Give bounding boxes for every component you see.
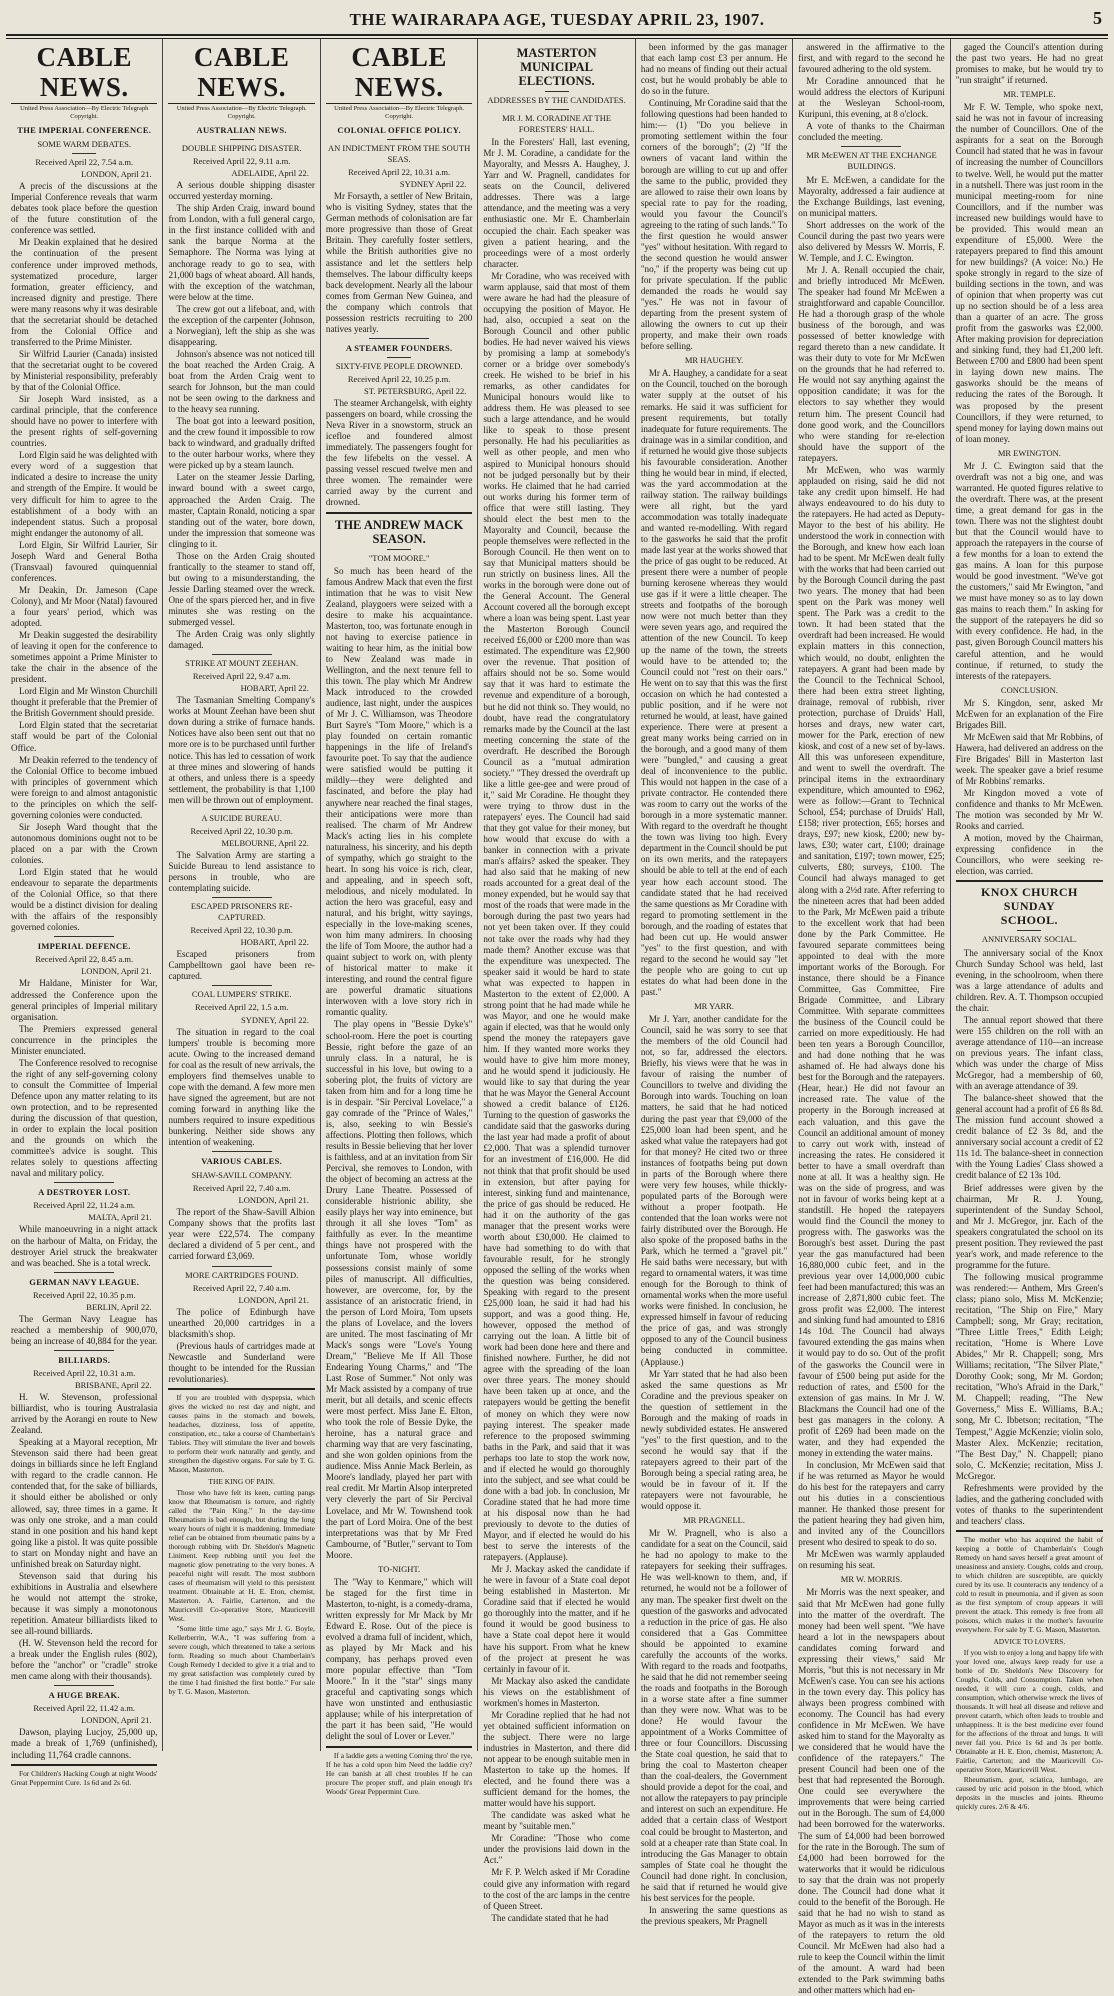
paragraph: The ship Arden Craig, inward bound from London, with a full general cargo, in the first instance collided with and sank the barque Norma at the Semaphore. The Norma was lying at anchorage ready to go to sea, with 21,000 bags of wheat aboard. All hands, with the exception of the watchman, were below at the time. bbox=[168, 203, 315, 302]
elections-heading: MASTERTON MUNICIPAL ELECTIONS. bbox=[516, 46, 597, 88]
paragraph: Mr S. Kingdon, senr, asked Mr McEwen for an explanation of the Fire Brigades Bill. bbox=[955, 697, 1104, 730]
paragraph: Sir Wilfrid Laurier (Canada) insisted that the secretariat ought to be covered by Ministerial responsibility, preferably by that of the Colonial Office. bbox=[11, 348, 158, 393]
paragraph: Dawson, playing Lucjoy, 25,000 up, made a break of 1,769 (unfinished), including 11,764 cradle cannons. bbox=[11, 1727, 158, 1760]
dateline: LONDON, April 21. bbox=[238, 1195, 309, 1206]
article-body bbox=[168, 1207, 314, 1262]
dateline: ADELAIDE, April 22. bbox=[231, 168, 309, 179]
dateline: SYDNEY April 22. bbox=[399, 179, 467, 190]
paragraph: Mr McEwen, who was warmly applauded on rising, said he did not take any credit upon himself. He had always endeavoured to do his duty to the ratepayers. He had acted as Deputy-Mayor to the best of his ability. He understood the work in connection with the Borough, and knew how each loan had to be spent. Mr McEwen dealt fully with the works that had been carried out by the Borough Council during the past two years. The money that had been spent on the Park was money well spent. The Park was a credit to the town. It had been stated that the overdraft had been increased. He would explain matters in this connection, which would, no doubt, enlighten the ratepayers. A grant had been made by the Council to the Technical School, there had been extra street lighting, drainage, removal of rubbish, river protection, purchase of Druids' Hall, horses and drays, new water cart, mower for the Park, erection of new kiosk, and cost of a new set of by-laws. All this was unforeseen expenditure, and went to swell the overdraft. The principal items in the extraordinary expenditure, which amounted to £962, were as follow:—Grant to Technical School, £54; purchase of Druids' Hall, £158; river protection, £65; horses and drays, £97; new kiosk, £200; new by-laws, £30; water cart, £100; drainage and sanitation, £197; town mower, £25; culverts, £80; surveys, £100. The Council had always managed to get along with a 2½d rate. After referring to the nineteen acres that had been added to the Park, Mr McEwen paid a tribute to the excellent work that had been done by the Park Committee. He favoured separate committees being appointed to deal with the more important works of the Borough. For instance, there should be a Finance Committee, Gas Committee, Fire Brigade Committee, and Library Committee. With separate committees the business of the Council could be carried on more expeditiously. He had been ten years a Borough Councillor, and had done nothing that he was ashamed of. He had always done his best for the Borough and the ratepayers. (Hear, hear.) He did not favour an increased rate. The value of the property in the Borough increased at each valuation, and this gave the Council an additional amount of money to carry out work with, instead of increasing the rates. He considered it better to have a small overdraft than none at all. It was a healthy sign. He was on the side of progress, and was not in favour of works being kept at a standstill. He hoped the ratepayers would find the Council the money to progress with. The gasworks was the Borough's best asset. During the past year the gas manufactured had been 16,880,000 cubic feet, and in the previous year over 14,000,000 cubic feet had been manufactured; this was an increase of 2,871,800 cubic feet. The gross profit was £2,000. The interest and sinking fund had amounted to £816 14s 10d. The Council had always favoured extending the gas mains when it would pay to do so. Out of the profit of the gasworks the Council were in favour of £500 being put aside for the reduction of rates, and £500 for the extension of gas mains. In Mr J. W. Blackmans the Council had one of the best gas managers in the colony. A profit of £269 had been made on the water, and they had expended the money in extending the water mains. bbox=[798, 464, 945, 1458]
paragraph: So much has been heard of the famous Andrew Mack that even the first intimation that he was to visit New Zealand, playgoers were seized with a desire to make his acquaintance. Masterton, too, was fortunate enough in not having to exercise patience in waiting to hear him, as the initial bow to New Zealand was made in Wellington, and the next tenure fell to this town. The play which Mr Andrew Mack introduced to the crowded audience, last night, under the auspices of Mr J. C. Williamson, was Theodore Burt Sayre's "Tom Moore," which is a play founded on certain romantic happenings in the life of Ireland's favourite poet. To say that the audience were satisfied would be putting it mildly—they were delighted and fascinated, and before the play had anywhere near reached the final stages, their anticipations were more than realised. The charm of Mr Andrew Mack's acting lies in his complete naturalness, his sincerity, and his depth of sympathy, which go straight to the heart. In song his voice is rich, clear, and appealing, and in speech soft, melodious, and nicely modulated. In action the hero was graceful, easy and natural, and his bright, witty sayings, especially in the love-making scenes, won him many admirers. In choosing the life of Tom Moore, the author had a quaint subject to work on, with plenty of historical matter to make it interesting, and round the central figure are powerful dramatic situations interwoven with a love story rich in romantic quality. bbox=[325, 565, 473, 1018]
paragraph: been informed by the gas manager that each lamp cost £3 per annum. He had no means of finding out their actual cost, but he would probably be able to do so in the future. bbox=[640, 42, 788, 97]
paragraph: Escaped prisoners from Campbelltown gaol have been re-captured. bbox=[168, 949, 315, 982]
paragraph: The balance-sheet showed that the general account had a profit of £6 8s 8d. The mission fund account showed a credit balance of £2 3s 8d, and the anniversary social account a credit of £2 11s 1d. The balance-sheet in connection with the Young Ladies' Class showed a credit balance of £2 13s 10d. bbox=[955, 1093, 1104, 1181]
paragraph: Mr Coradine replied that he had not yet obtained sufficient information on the subject. There were no large industries in Masterton, and there did not appear to be enough suitable men in Masterton to take up the homes. If elected, and he found there was a sufficient demand for the homes, the matter would have his support. bbox=[483, 1709, 630, 1809]
received-line: Received April 22, 10.31 a.m. bbox=[348, 167, 451, 178]
paragraph: Johnson's absence was not noticed till the boat reached the Arden Craig. A boat from the Arden Craig went to search for Johnson, but the man could not be seen owing to the darkness and to the heavy sea running. bbox=[168, 348, 315, 415]
press-credit: United Press Association—By Electric Telegraph Copyright. bbox=[20, 105, 149, 120]
article-title: A HUGE BREAK. bbox=[48, 1690, 120, 1701]
article-title: A DESTROYER LOST. bbox=[38, 1187, 131, 1198]
article-body bbox=[11, 1392, 157, 1682]
advertisement-title: ADVICE TO LOVERS. bbox=[993, 1636, 1066, 1646]
dateline: LONDON, April 21. bbox=[81, 169, 152, 180]
received-line: Received April 22, 7.40 a.m. bbox=[192, 1282, 291, 1293]
article-body bbox=[326, 191, 472, 335]
paragraph: In conclusion, Mr McEwen said that if he was returned as Mayor he would do his best for the ratepayers and carry out his duties in a conscientious manner. He thanked those present for the patient hearing they had given him, and invited any of the Councillors present who desired to speak to do so. bbox=[798, 1459, 945, 1548]
paragraph: The German Navy League has reached a membership of 900,070, being an increase of 40,884 for the year. bbox=[11, 1313, 158, 1346]
paragraph: Mr Kingdon moved a vote of confidence and thanks to Mr McEwen. The motion was seconded by Mr W. Rooks and carried. bbox=[955, 788, 1104, 832]
paragraph: Speaking at a Mayoral reception, Mr Stevenson said there had been great doings in billiards since he left England with regard to the cradle cannon. He contended that, for the sake of billiards, it should either be abolished or only allowed, say, three times in a game. It was only one stroke, and a man could stand in one position and his hand kept going like a pistol. It was quite possible to start on Monday night and have an unfinished break on Saturday night. bbox=[11, 1437, 158, 1569]
article-body bbox=[168, 180, 314, 651]
received-line: Received April 22, 10.25 p.m. bbox=[347, 373, 451, 384]
paragraph: Mr Haldane, Minister for War, addressed the Conference upon the general principles of Imperial military organisation. bbox=[11, 978, 158, 1022]
article-body bbox=[956, 42, 1103, 86]
paragraph: The crew got out a lifeboat, and, with the exception of the carpenter (Johnson, a Norwegian), left the ship as she was disappearing. bbox=[168, 303, 315, 347]
article-subheading: MR PRAGNELL. bbox=[683, 1515, 745, 1526]
article-kicker: "TOM MOORE." bbox=[368, 552, 430, 563]
press-credit: United Press Association—By Electric Telegraph. Copyright. bbox=[176, 105, 307, 120]
received-line: Received April 22, 11.24 a.m. bbox=[33, 1200, 136, 1211]
paragraph: Mr Yarr stated that he had also been asked the same questions as Mr Coradine and the previous speaker on the question of settlement in the Borough and the making of roads in newly subdivided estates. He answered "yes" to the first question, and to the second he would say that if the ratepayers agreed to their part of the Borough being a special rating area, he would be in favour of it. If the ratepayers were not favourable, he would oppose it. bbox=[640, 1368, 788, 1512]
paragraph: The "Way to Kenmare," which will be staged for the first time in Masterton, to-night, is a comedy-drama, written expressly for Mr Mack by Mr Edward E. Rose. Out of the piece is evolved a drama full of incident, which, as played by Mr Mack and his company, has perhaps proved even more popular effective than "Tom Moore." In it the "star" sings many graceful and captivating songs which have won unstinted and enthusiastic applause; while of his interpretation of the part it has been said, "He would delight the soul of Lover or Lever." bbox=[325, 1576, 473, 1742]
masthead bbox=[6, 6, 1108, 36]
advertisement: For Children's Hacking Cough at night Woods' Great Peppermint Cure. 1s 6d and 2s 6d. bbox=[11, 1768, 158, 1787]
paragraph: Later on the steamer Jessie Darling, inward bound with a sweet cargo, approached the Arden Craig. The master, Captain Ronald, noticing a spar standing out of the water, bore down, under the impression that someone was clinging to it. bbox=[168, 472, 315, 549]
paragraph: Continuing, Mr Coradine said that the following questions had been handed to him:— (1) "Do you believe in promoting settlement within the four corners of the borough"; (2) "If the owners of vacant land within the borough are willing to cut up and offer the same to the public, provided they are allowed to raise their own loans by special rate to pay for the roading, would you favour the Council's agreeing to the rating of such lands." To the first question he would answer "yes" without hesitation. With regard to the second question he would answer "no," if the property was being cut up for private speculation. If the public demanded the roads he would say "yes." He was not in favour of departing from the present system of allowing the owners to cut up their property, and make their own roads before selling. bbox=[640, 98, 788, 352]
article-title: A STEAMER FOUNDERS. bbox=[345, 342, 453, 353]
column-6 bbox=[793, 39, 950, 1996]
dateline: LONDON, April 21. bbox=[238, 1294, 309, 1305]
article-subheading: MR YARR. bbox=[694, 1001, 734, 1012]
article-title: AUSTRALIAN NEWS. bbox=[196, 125, 287, 135]
received-line: Received April 22, 11.42 a.m. bbox=[33, 1703, 136, 1714]
advertisement-title: THE KING OF PAIN. bbox=[208, 1476, 275, 1486]
received-line: Received April 22, 9.11 a.m. bbox=[192, 156, 291, 167]
article-body bbox=[11, 1314, 157, 1347]
article-title: STRIKE AT MOUNT ZEEHAN. bbox=[185, 658, 299, 669]
paragraph: The steamer Archangelsk, with eighty passengers on board, while crossing the Neva River in a snowstorm, struck an icefloe and foundered almost immediately. The passengers fought for the few lifebelts on the vessel. A passing vessel rescued twelve men and three women. The remainder were carried away by the current and drowned. bbox=[325, 398, 473, 508]
paragraph: answered in the affirmative to the first, and with regard to the second he favoured adhering to the old system. bbox=[798, 42, 945, 75]
article-body bbox=[641, 1528, 787, 1927]
paragraph: In answering the same questions as the previous speakers, Mr Pragnell bbox=[640, 1904, 788, 1926]
article-body bbox=[641, 368, 787, 998]
paragraph: Mr McEwen was warmly applauded on resuming his seat. bbox=[798, 1549, 945, 1571]
column-5 bbox=[636, 39, 793, 1926]
paragraph: The play opens in "Bessie Dyke's" school-room. Here the poet is courting Bessie, right before the gaze of an unruly class. In a natural, he is successful in his love, but owing to a sobering plot, the fruits of victory are taken from him and for a long time he is in despair. "Sir Percival Lovelace," a gay comrade of the "Prince of Wales," is, also, seeking to win Bessie's affections. Plotting then follows, which results in Bessie believing that her lover is faithless, and at an invitation from Sir Percival, she removes to London, with the object of becoming an actress at the Drury Lane Theatre. Possessed of considerable histrionic ability, she easily plays her way into eminence, but through it all she loves "Tom" as faithfully as ever. In the meantime things have not prospered with the unfortunate Tom, whose worldly possessions consist mainly of some piles of manuscript. All difficulties, however, are overcome, for, by the assistance of an aristocratic friend, in the person of Lord Moira, Tom upsets the plans of Lovelace, and the lovers are united. The most fascinating of Mr Mack's songs were "Love's Young Dream," "Believe Me If All Those Endearing Young Charms," and "The Last Rose of Summer." Not only was Mr Mack assisted by a company of true merit, but all details, and scenic effects were most perfect. Miss Jane E. Elton, who took the role of Bessie Dyke, the heroine, has a natural grace and charming way that are very fascinating, and she won golden opinions from the audience. Miss Annie Mack Berlein, as Moore's landlady, played her part with real credit. Mr Martin Alsop interpreted very cleverly the part of Sir Percival Lovelace, and Mr W. Townshend took the part of Lord Moira. One of the best interpretations was that by Mr Fred Cambourne, of "Butler," servant to Tom Moore. bbox=[325, 1019, 473, 1560]
knox-heading-line2: SCHOOL. bbox=[1000, 913, 1058, 928]
paragraph: The candidate was asked what he meant by "suitable men." bbox=[483, 1810, 630, 1832]
paragraph: Mr J. Yarr, another candidate for the Council, said he was sorry to see that the members of the old Council had not, so far, addressed the electors. Briefly, his views were that he was in favour of raising the number of Councillors to twelve and dividing the Borough into wards. Touching on loan matters, he said that he had noticed during the past year that £9,000 of the £25,000 loan had been spent, and he asked what value the ratepayers had got for that money? He cited two or three instances of footpaths being put down in parts of the Borough where there were very few houses, while thickly-populated parts of the Borough were without a proper footpath. He contended that the loan works were not fairly distributed over the Borough. He also spoke of the proposed baths in the Park, which he termed a "gravel pit." He said baths were necessary, but with regard to ornamental waters, it was time enough for the Borough to think of ornamental works when the more useful works were finished. In conclusion, he expressed himself in favour of reducing the price of gas, and was strongly opposed to any of the Council business being conducted in committee. (Applause.) bbox=[640, 1014, 788, 1367]
article-subheading: ANNIVERSARY SOCIAL. bbox=[981, 934, 1077, 945]
article-body bbox=[956, 948, 1103, 1527]
paragraph: A motion, moved by the Chairman, expressing confidence in the Councillors, who were seeking re-election, was carried. bbox=[955, 833, 1104, 877]
dateline: SYDNEY, April 22. bbox=[241, 1014, 309, 1025]
paragraph: The situation in regard to the coal lumpers' trouble is becoming more acute. Owing to the increased demand for coal as the result of new arrivals, the employers find themselves unable to cope with the demand. A few more men have signed the agreement, but are not coming forward in anything like the numbers required to insure expeditious bunkering. Neither side shows any intention of weakening. bbox=[168, 1026, 315, 1148]
paragraph: Brief addresses were given by the chairman, Mr R. J. Young, superintendent of the Sunday School, and Mr J. McGregor, jnr. Each of the speakers congratulated the school on its present position. They reviewed the past year's work, and made reference to the programme for the future. bbox=[955, 1182, 1104, 1270]
paragraph: Mr Deakin, Dr. Jameson (Cape Colony), and Mr Moor (Natal) favoured a four years' period, which was adopted. bbox=[11, 584, 158, 629]
paragraph: Mr Mackay also asked the candidate his views on the establishment of workmen's homes in Masterton. bbox=[483, 1675, 630, 1708]
article-body bbox=[641, 42, 787, 352]
paragraph: (Previous hauls of cartridges made at Newcastle and Sunderland were thought to be intended for the Russian revolutionaries). bbox=[168, 1340, 315, 1384]
paragraph: The Premiers expressed general concurrence in the principles the Minister enunciated. bbox=[11, 1023, 158, 1056]
article-body bbox=[11, 1224, 157, 1268]
paragraph: Sir Joseph Ward insisted, as a cardinal principle, that the conference should have no power to interfere with the present rights of self-governing countries. bbox=[11, 394, 158, 449]
paragraph: A precis of the discussions at the Imperial Conference reveals that warm debates took place before the question of the future constitution of the conference was settled. bbox=[11, 181, 158, 236]
article-body bbox=[326, 398, 472, 508]
paragraph: The report of the Shaw-Savill Albion Company shows that the profits last year were £22,574. The company declared a dividend of 5 per cent., and carried forward £3,069. bbox=[168, 1207, 315, 1262]
article-subheading: MR McEWEN AT THE EXCHANGE BUILDINGS. bbox=[806, 150, 937, 172]
received-line: Received April 22, 8.45 a.m. bbox=[35, 954, 134, 965]
paragraph: Lord Elgin said he was delighted with every word of a suggestion that indicated a desire to increase the unity and strength of the Empire. It would be very difficult for him to agree to the establishment of a body with an independent status. Such a proposal might endanger the autonomy of all. bbox=[11, 450, 158, 538]
dateline: BRISBANE, April 22. bbox=[74, 1380, 152, 1391]
paragraph: The Conference resolved to recognise the right of any self-governing colony to consult the Committee of Imperial Defence upon any matter relating to its own protection, and to be represented during the discussion of that question, in order to explain the local position and the grounds on which the committee's advice is sought. This relates solely to questions affecting naval and military policy. bbox=[11, 1057, 158, 1179]
advertisement: If a laddie gets a wetting Coming thro' the rye, If he has a cold upon him Need the laddie cry? He can banish at all chest troubles If he can procure The proper stuff, and plain enough It's Woods' Great Peppermint Cure. bbox=[325, 1750, 473, 1796]
article-body bbox=[326, 566, 472, 1561]
column-3 bbox=[321, 39, 478, 1796]
paragraph: The Arden Craig was only slightly damaged. bbox=[168, 629, 315, 651]
dateline: HOBART, April 22. bbox=[240, 937, 309, 948]
article-title: MORE CARTRIDGES FOUND. bbox=[185, 1269, 299, 1280]
paragraph: Mr Coradine announced that he would address the electors of Kuripuni at the Wesleyan School-room, Kuripuni, this evening, at 8 o'clock. bbox=[798, 76, 945, 120]
cable-news-heading: CABLE NEWS. bbox=[11, 42, 157, 104]
paragraph: Lord Elgin stated that he would endeavour to separate the departments of the Colonial Office, so that there would be a distinct division for dealing with the affairs of the responsibly governed colonies. bbox=[11, 867, 158, 933]
cable-news-heading: CABLE NEWS. bbox=[326, 42, 472, 104]
article-body bbox=[168, 1307, 314, 1385]
paragraph: A serious double shipping disaster occurred yesterday morning. bbox=[168, 180, 315, 202]
dateline: LONDON, April 21. bbox=[81, 966, 152, 977]
article-title: THE ANDREW MACK SEASON. bbox=[335, 517, 464, 546]
dateline: HOBART, April 22. bbox=[240, 683, 309, 694]
article-kicker: AN INDICTMENT FROM THE SOUTH SEAS. bbox=[327, 143, 471, 165]
paragraph: Mr McEwen said that Mr Robbins, of Hawera, had delivered an address on the Fire Brigades' Bill in Masterton last week. The speaker gave a brief resume of Mr Robbins' remarks. bbox=[955, 731, 1104, 787]
article-body bbox=[956, 102, 1103, 444]
paragraph: Mr A. Haughey, a candidate for a seat on the Council, touched on the borough water supply at the outset of his remarks. He said it was sufficient for present requirements, but totally inadequate for future requirements. The drainage was in a similar condition, and if returned he would give those subjects his favourable consideration. Another thing he would bear in mind, if elected, was the yard accommodation at the railway station. The railway buildings were all right, but the yard accommodation was totally inadequate and wanted re-modelling. With regard to the gasworks he said that the profit made last year at the works showed that the price of gas ought to be reduced. At present there were a number of people burning kerosene whereas they would use gas if it were a little cheaper. The streets and footpaths of the borough now were not much better than they were seven years ago, and required the attention of the new Council. To keep up the name of the town, the streets would have to be attended to; the Council could not "rest on their oars." He went on to say that this was the first occasion on which he had contested a public position, and if he were not returned he would, at least, have gained experience. There were at present a great many works being carried on in the borough, and a good many of them were "bungled," and causing a great deal of inconvenience to the public. This would not happen in the case of a private contractor. He contended there was room to carry out the works of the borough in a more systematic manner. With regard to the overdraft he thought the town was living too high. Every department in the Council should be put on its own merits, and the ratepayers should be able to tell at the end of each year how each account stood. The candidate stated that he had received the same questions as Mr Coradine with regard to promoting settlement in the borough, and the roading of estates that had been cut up. He would answer "yes" to the first question, and with regard to the second he would say "let the people who are going to cut up estates do what had been done in the past." bbox=[640, 368, 788, 997]
article-body bbox=[168, 1027, 314, 1149]
press-credit: United Press Association—By Electric Telegraph. Copyright. bbox=[334, 105, 465, 120]
paragraph: The annual report showed that there were 155 children on the roll with an average attendance of 110—an increase on previous years. The infant class, which was under the charge of Miss McGregor, had a membership of 60, with an average attendance of 39. bbox=[955, 1014, 1104, 1092]
paragraph: Mr J. A. Renall occupied the chair, and briefly introduced Mr McEwen. The speaker had found Mr McEwen a straightforward and capable Councillor. He had a thorough grasp of the whole business of the borough, and was possessed of better knowledge with regard thereto than a new candidate. It was their duty to vote for Mr McEwen on the grounds that he had referred to. He would not say anything against the opposition candidate; it was for the electors to say whether they would return him. The present Council had done good work, and the Councillors who were standing for re-election should have the support of the ratepayers. bbox=[798, 264, 945, 463]
paragraph: Mr J. Mackay asked the candidate if he were in favour of a State coal depot being established in Masterton. Mr Coradine said that if elected he would go thoroughly into the matter, and if he found it would be good business to have a State coal depot here it would have his support. From what he knew of the project at present he was certainly in favour of it. bbox=[483, 1564, 630, 1674]
received-line: Received April 22, 7.40 a.m. bbox=[192, 1183, 291, 1194]
paragraph: Mr J. C. Ewington said that the overdraft was not a big one, and was warranted. He quoted figures relative to the overdraft. There was, at the present time, a great demand for gas in the town. There was not the slightest doubt but that the Council would have to approach the ratepayers in the course of a few months for a loan to extend the gas mains. A loan for this purpose would be good investment. "We've got the customers," said Mr Ewington, "and we must have money so as to lay down gas mains to reach them." In asking for the support of the ratepayers he did so with every confidence. He had, in the past, given Borough Council matters his careful attention, and he would continue, if returned, to study the interests of the ratepayers. bbox=[955, 460, 1104, 681]
advertisement: Rheumatism, gout, sciatica, lumbago, are caused by uric acid poison in the blood, which deposits in the muscles and joints. Rheumo quickly cures. 2/6 & 4/6. bbox=[955, 1774, 1104, 1811]
article-subheading: MR HAUGHEY. bbox=[684, 355, 744, 366]
article-title: THE IMPERIAL CONFERENCE. bbox=[17, 125, 152, 135]
article-subheading: MR J. M. CORADINE AT THE FORESTERS' HALL. bbox=[502, 113, 612, 135]
dateline: MALTA, April 21. bbox=[88, 1212, 152, 1223]
paragraph: Those on the Arden Craig shouted frantically to the steamer to stand off, but owing to a misunderstanding, the Jessie Darling steamed over the wreck. One of the spars pierced her, and in five minutes she was resting on the submerged vessel. bbox=[168, 550, 315, 628]
paragraph: Mr Forsayth, a settler of New Britain, who is visiting Sydney, states that the German methods of colonisation are far more progressive than those of Great Britain. They carefully foster settlers, while the British authorities give no assistance and let the settlers help themselves. The labour difficulty keeps back development. Nearly all the labour comes from German New Guinea, and the company which controls that possession restricts recruiting to 200 natives yearly. bbox=[325, 191, 473, 334]
article-title: BILLIARDS. bbox=[58, 1354, 111, 1365]
paragraph: The boat got into a leeward position, and the crew found it impossible to row back to windward, and gradually drifted to the outer harbour works, where they were picked up by a steam launch. bbox=[168, 416, 315, 471]
paragraph: Lord Elgin stated that the secretariat staff would be part of the Colonial Office. bbox=[11, 720, 158, 753]
received-line: Received April 22, 10.31 a.m. bbox=[33, 1367, 136, 1378]
paragraph: The candidate stated that he had bbox=[491, 1912, 609, 1923]
paragraph: Mr Coradine: "Those who come under the provisions laid down in the Act." bbox=[483, 1833, 630, 1866]
article-body bbox=[798, 175, 944, 1572]
cable-news-heading: CABLE NEWS. bbox=[168, 42, 314, 104]
received-line: Received April 22, 10.30 p.m. bbox=[190, 925, 293, 936]
paragraph: Lord Elgin and Mr Winston Churchill thought it preferable that the Premier of the British Government should preside. bbox=[11, 686, 158, 719]
paragraph: A vote of thanks to the Chairman concluded the meeting. bbox=[798, 121, 945, 143]
paragraph: Mr Deakin referred to the tendency of the Colonial Office to become imbued with principles of government which were foreign to and almost antagonistic to the principles on which the self-governing colonies were conducted. bbox=[11, 754, 158, 820]
dateline: BERLIN, April 22. bbox=[86, 1301, 152, 1312]
article-body bbox=[168, 695, 314, 805]
article-kicker: SHAW-SAVILL COMPANY. bbox=[191, 1170, 292, 1181]
article-subheading: MR. TEMPLE. bbox=[1003, 89, 1056, 100]
paragraph: Lord Elgin, Sir Wilfrid Laurier, Sir Joseph Ward and General Botha (Transvaal) favoured quinquennial conferences. bbox=[11, 539, 158, 583]
article-body bbox=[798, 42, 944, 143]
column-4 bbox=[478, 39, 635, 1923]
article-title: IMPERIAL DEFENCE. bbox=[37, 941, 131, 952]
paragraph: Mr E. McEwen, a candidate for the Mayoralty, addressed a fair audience at the Exchange Buildings, last evening, on municipal matters. bbox=[798, 174, 945, 218]
advertisement: If you are troubled with dyspepsia, which gives the wicked no rest day and night, and causes pains in the stomach and bowels, headaches, dizziness, loss of appetite, constipation, etc., take a course of Chamberlain's Tablets. They will stimulate the liver and bowels to perform their work naturally and gently, and strengthen the digestive organs. For sale by T. G. Mason, Masterton. bbox=[168, 1392, 315, 1474]
article-body bbox=[641, 1014, 787, 1512]
article-body bbox=[168, 850, 314, 894]
paragraph: The Salvation Army are starting a Suicide Bureau to lend assistance to persons in trouble, who are contemplating suicide. bbox=[168, 849, 315, 894]
article-body bbox=[483, 137, 629, 1924]
article-body bbox=[11, 1727, 157, 1760]
paragraph: Mr W. Pragnell, who is also a candidate for a seat on the Council, said he had no apology to make to the ratepayers for seeking their suffrages. He was well-known to them, and, if returned, he would not be a follower of any man. The speaker first dwelt on the question of the gasworks and advocated a reduction in the price of gas. He also considered that a Gas Committee should be appointed to examine carefully the accounts of the works. With regard to the roads and footpaths, he said that he did not remember seeing the roads and footpaths in the Borough in a worse state after a fine summer than they were now. What was to be done? He would favour the appointment of a Works Committee of three or four Councillors. Discussing the State coal question, he said that to bring the coal to Masterton cheaper than the coal-dealers, the Government should provide a depot for the coal, and not allow the ratepayers to pay principle and interest on such an expenditure. He added that a certain class of Westport coal could be brought to Masterton, and sold at a cheaper rate than State coal. In introducing the Gas Manager to obtain samples of State coal he thought the Council had done right. In conclusion, he said that if returned he would give his best services for the people. bbox=[640, 1528, 788, 1903]
paragraph: Mr Deakin explained that he desired the continuation of the present conference under improved methods, systematized procedure, larger formation, greater efficiency, and increased dignity and prestige. There were many reasons why it was desirable that the secretariat should be detached from the Colonial Office and transferred to the Prime Minister. bbox=[11, 237, 158, 347]
article-title: COAL LUMPERS' STRIKE. bbox=[191, 989, 292, 1000]
received-line: Received April 22, 10.30 p.m. bbox=[190, 825, 293, 836]
received-line: Received April 22, 10.35 p.m. bbox=[32, 1289, 136, 1300]
article-subheading: MR EWINGTON. bbox=[997, 447, 1061, 458]
paragraph: Mr Morris was the next speaker, and said that Mr McEwen had gone fully into the matter of the overdraft. The money had been well spent. "We have heard a lot in the newspapers about candidates coming forward and expressing their views," said Mr Morris, "but this is not necessary in Mr McEwen's case. You can see his actions in the town every day. This policy has always been progress combined with economy. The Council has had every confidence in Mr McEwen. We have asked him to stand for the Mayoralty as we considered that he would have the confidence of the ratepayers." The present Council had been one of the best that had represented the Borough. One could see everywhere the improvements that were being carried out in the Borough. The sum of £4,000 had been borrowed for the waterworks. The sum of £4,000 had been borrowed for the rate in the Borough. The sum of £4,000 had been borrowed for the waterworks that it would be ridiculous to say that the drain was not properly done. The Council had done what it could to the benefit of the Borough. He said that he had no wish to stand as Mayor as much as it was in the interests of the ratepayers to return the old Council. Mr McEwen had also had a rule to keep the Council within the limit of the amount. A ward had been extended to the Park swimming baths and other matters which had en- bbox=[798, 1587, 945, 1996]
article-kicker: SOME WARM DEBATES. bbox=[37, 139, 132, 150]
advertisement: The mother who has acquired the habit of keeping a bottle of Chamberlain's Cough Remedy on hand saves herself a great amount of uneasiness and anxiety. Coughs, colds and croup, to which children are susceptible, are quickly cured by its use. It counteracts any tendency of a cold to result in pneumonia, and if given as soon as the first symptom of croup appears it will prevent the attack. This remedy is free from all poisons, which makes it the mother's favourite everywhere. For sale by T. G. Mason, Masterton. bbox=[955, 1534, 1104, 1634]
article-body bbox=[798, 1587, 944, 1996]
advertisement: "Some little time ago," says Mr J. G. Boyle, Kellerberrin, W.A., "I was suffering from a severe cough, which threatened to take a serious form. Reading so much about Chamberlain's Cough Remedy I decided to give it a trial and to my great satisfaction was completely cured by the time I had finished the first bottle." For sale by T. G. Mason, Masterton. bbox=[168, 1623, 315, 1696]
paragraph: Stevenson said that during his exhibitions in Australia and elsewhere he would not attempt the stroke, because it was simply a monotonous repetition. Amateur billiardists liked to see all-round billiards. bbox=[11, 1570, 158, 1637]
dateline: LONDON, April 21. bbox=[81, 1715, 152, 1726]
received-line: Received April 22, 1.5 a.m. bbox=[194, 1002, 289, 1013]
article-body bbox=[956, 461, 1103, 682]
paragraph: Sir Joseph Ward thought that the autonomous dominions ought not to be placed on a par with the Crown colonies. bbox=[11, 821, 158, 865]
article-title: VARIOUS CABLES. bbox=[201, 1156, 283, 1167]
paragraph: The following musical programme was rendered:— Anthem, Mrs Green's class; piano solo, Miss M. McKenzie; recitation, "The Ship on Fire," Mary Campbell; song, Mr Gray; recitation, "Three Little Trees," Edith Leigh; recitation, "Home is Where Love Abides," Mr R. Chappell; song, Mrs Williams; recitation, "The Silver Plate," Dorothy Cook; song, Mr M. Gordon; recitation, "Who's Afraid in the Dark," M. Chappell; reading, "The New Governess," Miss E. Williams, B.A.; song, Mr C. Ibbetson; recitation, "The Tempest," Aggie McKenzie; violin solo, Master Alex. McKenzie; recitation, "The Best Day," N. Chappell; piano solo, C. McKenzie; recitation, Miss J. McGregor. bbox=[955, 1271, 1104, 1481]
received-line: Received April 22, 9.47 a.m. bbox=[192, 671, 291, 682]
article-kicker: DOUBLE SHIPPING DISASTER. bbox=[181, 143, 302, 154]
paragraph: Mr F. P. Welch asked if Mr Coradine could give any information with regard to the cost of the arc lamps in the centre of Queen Street. bbox=[483, 1867, 630, 1911]
column-2 bbox=[163, 39, 320, 1751]
article-body bbox=[168, 949, 314, 982]
advertisement: Those who have felt its keen, cutting pangs know that Rheumatism is torture, and rightly called the "Pain King." In the day-time Rheumatism is bad enough, but during the long weary hours of night it is maddening. Immediate relief can be obtained from rheumatic pains by a thorough rubbing with Dr. Sheldon's Magnetic Liniment. Keep rubbing until you feel the magnetic glow penetrating to the very bones. A peaceful night will result. The most stubborn cases of rheumatism will yield to this persistent treatment. Obtainable at H. E. Eton, chemist, Masterton. A. Fairlie, Carterton, and the Mauricevill Co-operative Store, Mauricevill West. bbox=[168, 1487, 315, 1623]
article-title: COLONIAL OFFICE POLICY. bbox=[337, 125, 461, 135]
article-subheading: MR W. MORRIS. bbox=[840, 1574, 903, 1585]
knox-heading-line1: KNOX CHURCH SUNDAY bbox=[981, 885, 1078, 914]
article-body bbox=[11, 978, 157, 1179]
dateline: ST. PETERSBURG, April 22. bbox=[364, 385, 467, 396]
paragraph: The Tasmanian Smelting Company's works at Mount Zeehan have been shut down during a strike of furnace hands. Notices have also been sent out that no more ore is to be purchased until further notice. This has led to cessation of work at three mines and slowering of hands at others, and unless there is a speedy settlement, the probability is that 1,100 men will be thrown out of employment. bbox=[168, 695, 315, 805]
article-title: TO-NIGHT. bbox=[378, 1563, 421, 1574]
paragraph: The police of Edinburgh have unearthed 20,000 cartridges in a blacksmith's shop. bbox=[168, 1306, 315, 1339]
paragraph: Refreshments were provided by the ladies, and the gathering concluded with votes of thanks to the superintendent and teachers' class. bbox=[955, 1482, 1104, 1526]
article-subheading: CONCLUSION. bbox=[1000, 684, 1058, 695]
page-number: 5 bbox=[1093, 8, 1102, 28]
paragraph: H. W. Stevenson, professional billiardist, who is touring Australasia arrived by the Aorangi en route to New Zealand. bbox=[11, 1392, 158, 1436]
column-1 bbox=[6, 39, 163, 1787]
paragraph: Mr Coradine, who was received with warm applause, said that most of them were aware he had had the pleasure of occupying the position of Mayor. He had, also, occupied a seat on the Borough Council and other public bodies. He had never waived his views by promising a lamp at somebody's corner or a bridge over somebody's creek. He wished to be brief in his remarks, as other candidates for Municipal honours would like to address them. He was pleased to see such a large attendance, and he would like to speak to those present personally. He had his peculiarities as well as other people, and men who aspired to Municipal honours should not be judged personally but by their works. He claimed that he had carried out works during his former term of office that were still lasting. They should elect the best men to the Mayoralty and Council, because the people themselves were reflected in the Borough Council. He then went on to say that Municipal matters should be run strictly on business lines. All the works in the borough were done out of the General Account. The General Account covered all the borough except where a loan was being spent. Last year the Masterton Borough Council received £6,000 or £200 more than was estimated. The expenditure was £2,900 over the revenue. That position of affairs should not be so. Some would say that it was hard to estimate the revenue and expenditure of a borough, but he did not think so. They would, no doubt, have read the congratulatory remarks made by the Council at the last meeting concerning the state of the overdraft. He described the Borough Council as a "mutual admiration society." "They dressed the overdraft up like a little gee-gee and were proud of it," said Mr Coradine. He thought they were trying to throw dust in the ratepayers' eyes. The Council had said that they got value for their money, but how would that excuse do with a banker in connection with a private man's affairs? asked the speaker. They had also said that he making of new roads accounted for a great deal of the money expended, but he would say that most of the roads that were made in the borough during the past two years had not yet been taken over. If they could not take over the roads why had they made them? Another excuse was that the expenditure was unexpected. The speaker said it would be hard to state what was expected to happen in Masterton to the extent of £2,000. A strong point that he had made while he was Mayor, and one he would make again if elected, was that he would only spend the money the ratepayers gave him. If they wanted more works they would have to give him more money, and he would spend it judiciously. He would like to say that during the year that he was Mayor the General Account showed a credit balance of £126. Turning to the question of gasworks the candidate said that the gasworks during the last year had made a profit of about £2,000. That was a splendid turnover for an investment of £16,000. He did not think that that profit should be used in extension, but after paying for interest, sinking fund and maintenance, the price of gas should be reduced. He had it on the authority of the gas manager that the present works were worth about £30,000. He claimed to have had something to do with that favourable result, for he strongly opposed the selling of the works when the question was being considered. Speaking with regard to the present £25,000 loan, he said it had had his support, and was a good thing. He, however, opposed the method of carrying out the loan. A little bit of work had been done here and there and finished nowhere. Further, he did not agree with the spreading of the loan over three years. The money should have been taken up at once, and the ratepayers would be getting the benefit of money on which they were now paying interest. The speaker made reference to the proposed swimming baths in the Park, and said that it was perhaps too late to stop the work now, and if elected he would go thoroughly into the subject, and see what could be done with a bad job. In conclusion, Mr Coradine stated that he had more time at his disposal now than he had previously to devote to the duties of Mayor, and if elected he would do his best to serve the interests of the ratepayers. (Applause). bbox=[483, 270, 630, 1563]
received-line: Received April 22, 7.54 a.m. bbox=[35, 157, 134, 168]
article-title: A SUICIDE BUREAU. bbox=[201, 812, 282, 823]
masthead-title: THE WAIRARAPA AGE, TUESDAY APRIL 23, 1907. bbox=[349, 10, 765, 29]
paragraph: In the Foresters' Hall, last evening, Mr J. M. Coradine, a candidate for the Mayoralty, and Messrs A. Haughey, J. Yarr and W. Pragnell, candidates for seats on the Council, delivered addresses. There was a large attendance, and the meeting was a very enthusiastic one. Mr E. Chamberlain occupied the chair. Each speaker was given a patient hearing, and the proceedings were of a most orderly character. bbox=[483, 137, 630, 269]
article-body bbox=[11, 181, 157, 933]
paragraph: (H. W. Stevenson held the record for a break under the English rules (802), before the "anchor" or "cradle" stroke men came along with their thousands). bbox=[11, 1638, 158, 1682]
article-kicker: SIXTY-FIVE PEOPLE DROWNED. bbox=[335, 360, 463, 371]
paragraph: While manoeuvring in a night attack on the harbour of Malta, on Friday, the destroyer Ariel struck the breakwater and was beached. She is a total wreck. bbox=[11, 1224, 158, 1268]
article-title: ESCAPED PRISONERS RE-CAPTURED. bbox=[190, 901, 293, 923]
article-kicker: ADDRESSES BY THE CANDIDATES. bbox=[487, 95, 626, 105]
columns bbox=[6, 38, 1108, 1996]
column-7 bbox=[951, 39, 1108, 1811]
paragraph: Mr F. W. Temple, who spoke next, said he was not in favour of increasing the number of Councillors. One of the aspirants for a seat on the Borough Council had stated that he was in favour of increasing the number of Councillors to twelve. Well, he would put the matter in a nutshell. There was just room in the municipal meeting-room for nine Councillors, and if the number was increased new buildings would have to be provided. This would mean an expenditure of £5,000. Were the ratepayers prepared to find this amount for new buildings? (A voice: No.) He spoke strongly in regard to the size of building sections in the town, and was of opinion that when property was cut up no section should be of a less area than a quarter of an acre. The gross profit from the gasworks was £2,000. After making provision for depreciation and sinking fund, they had £1,200 left. Between £700 and £800 had been spent in laying down new mains. The gasworks should be the means of reducing the rates of the Borough. It was proposed by the present Councillors, if they were returned, to spend money for laying down mains out of loan money. bbox=[955, 102, 1104, 444]
article-body bbox=[956, 698, 1103, 878]
paragraph: The anniversary social of the Knox Church Sunday School was held, last evening, in the schoolroom, when there was a large attendance of adults and children. Rev. A. T. Thompson occupied the chair. bbox=[955, 947, 1104, 1013]
paragraph: Mr Deakin suggested the desirability of leaving it open for the conference to sometimes appoint a Prime Minister to take the chair in the absence of the president. bbox=[11, 630, 158, 685]
article-body bbox=[326, 1577, 472, 1743]
dateline: MELBOURNE, April 22. bbox=[221, 837, 309, 848]
advertisement: If you wish to enjoy a long and happy life with your loved one, always keep ready for use a bottle of Dr. Sheldon's New Discovery for Coughs, Colds, and Consumption. Taken when needed, it will cure a cough, colds, and consumption, which otherwise wreck the lives of thousands. It will heal all disease and relieve and prevent catarrh, which often leads to trouble and unhappiness. It is the best medicine ever found for the affections of the throat and lungs. It will never fail you. Price 1s 6d and 3s per bottle. Obtainable at H. E. Eton, chemist, Masterton; A. Fairlie, Carterton; and the Mauricevill Co-operative Store, Mauricevill West. bbox=[955, 1647, 1104, 1774]
paragraph: Short addresses on the work of the Council during the past two years were also delivered by Messrs W. Morris, F. W. Temple, and J. C. Ewington. bbox=[798, 219, 945, 263]
article-title: GERMAN NAVY LEAGUE. bbox=[29, 1276, 140, 1287]
paragraph: gaged the Council's attention during the past two years. He had no great promises to make, but he would try to "run straight" if returned. bbox=[955, 42, 1104, 86]
